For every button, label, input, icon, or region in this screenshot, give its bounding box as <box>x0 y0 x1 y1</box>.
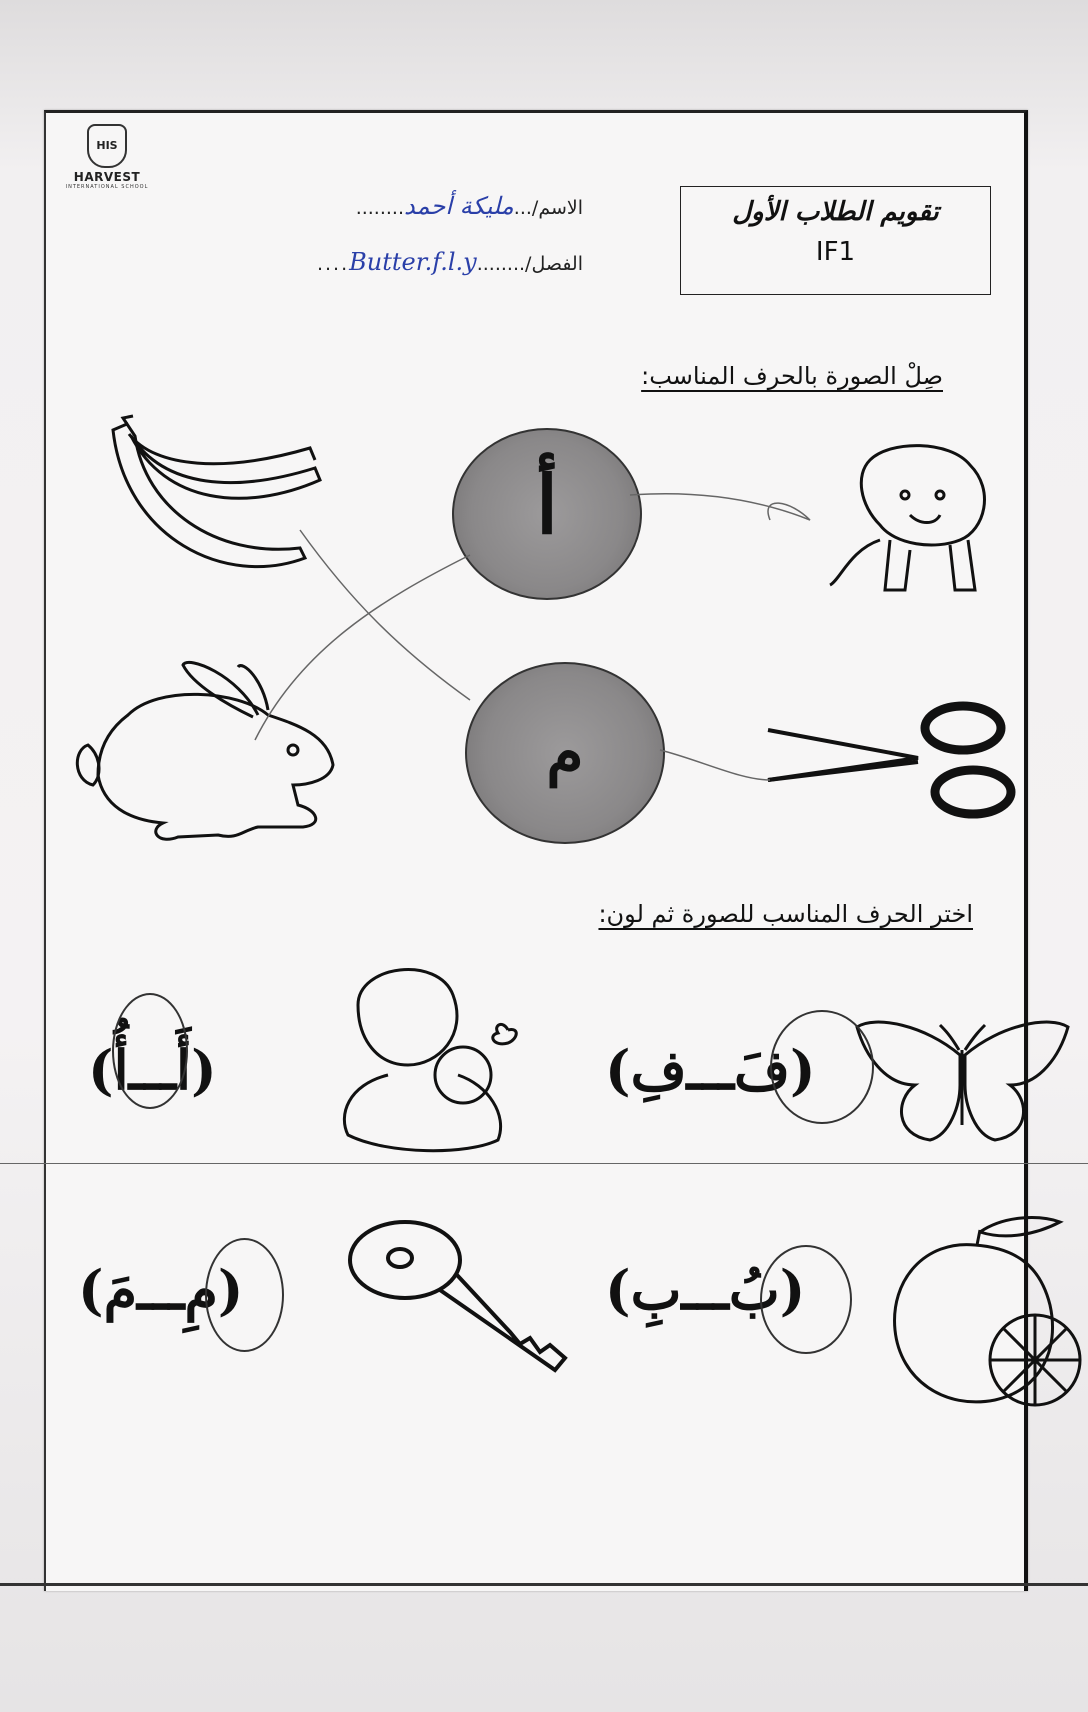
class-code: IF1 <box>815 237 856 267</box>
letter-meem: م <box>546 718 584 788</box>
option-ba-kasra[interactable]: بِ <box>630 1258 682 1322</box>
mother-and-baby-icon <box>328 955 538 1155</box>
dash: ـــ <box>686 1038 735 1102</box>
school-subtitle: INTERNATIONAL SCHOOL <box>65 184 149 190</box>
paren-open: ( <box>191 1038 217 1102</box>
paren-close: ) <box>605 1258 631 1322</box>
butterfly-icon <box>855 1015 1070 1145</box>
letter-alef: أ <box>535 458 559 552</box>
paren-open: ( <box>217 1258 244 1322</box>
option-meem-kasra[interactable]: مِ <box>184 1258 218 1322</box>
key-icon <box>345 1220 570 1390</box>
paren-close: ) <box>605 1038 631 1102</box>
instruction-choose-color: اختر الحرف المناسب للصورة ثم لون: <box>598 900 973 928</box>
dash: ـــ <box>137 1258 185 1322</box>
option-fa-fatha[interactable]: فَ <box>734 1038 790 1102</box>
paren-close: ) <box>88 1038 114 1102</box>
orange-icon <box>885 1210 1080 1420</box>
circled-answer-butterfly <box>770 1010 874 1124</box>
shield-icon: HIS <box>87 124 127 168</box>
option-alef-damma[interactable]: أُ <box>113 1038 129 1102</box>
section-divider <box>0 1163 1088 1164</box>
option-alef-fatha[interactable]: أَ <box>176 1038 192 1102</box>
bottom-border-line <box>0 1583 1088 1586</box>
class-dots-after: ........ <box>476 253 526 275</box>
instruction-match: صِلْ الصورة بالحرف المناسب: <box>641 362 943 390</box>
option-ba-damma[interactable]: بُ <box>728 1258 780 1322</box>
circled-answer-key <box>205 1238 284 1352</box>
dash: ـــ <box>128 1038 177 1102</box>
paren-close: ) <box>78 1258 104 1322</box>
name-dots: ........ <box>355 197 405 219</box>
paren-open: ( <box>779 1258 806 1322</box>
student-name-value: مليكة أحمد <box>404 192 514 220</box>
circled-answer-orange <box>760 1245 852 1354</box>
name-label: الاسم/... <box>513 197 583 219</box>
circled-answer-mother <box>112 993 188 1109</box>
class-dots-before: .... <box>316 253 350 275</box>
dash: ـــ <box>681 1258 729 1322</box>
page-title: تقويم الطلاب الأول <box>732 197 939 227</box>
class-label: الفصل/ <box>525 253 583 275</box>
option-meem-fatha[interactable]: مَ <box>103 1258 137 1322</box>
school-name: HARVEST <box>73 170 141 184</box>
paren-open: ( <box>790 1038 816 1102</box>
option-fa-kasra[interactable]: فِ <box>630 1038 687 1102</box>
student-class-value: Butter.f.l.y <box>349 248 477 276</box>
